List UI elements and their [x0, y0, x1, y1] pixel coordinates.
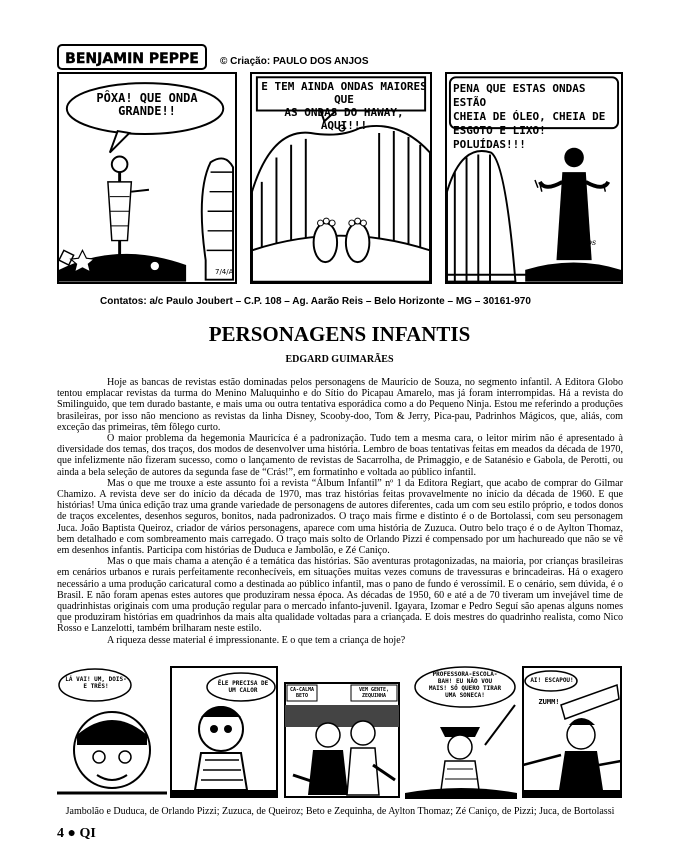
article-paragraph: A riqueza desse material é impressionante. E o que tem a criança de hoje?: [107, 634, 406, 646]
ze-canico-panel: [405, 665, 517, 799]
comic-credit: © Criação: PAULO DOS ANJOS: [220, 56, 369, 67]
p2-bubble: ÊLE PRECISA DE UM CALOR: [217, 680, 269, 694]
comic-strip: [57, 72, 623, 284]
p5-sound-effect: ZUMM!: [538, 698, 560, 706]
article-body: [57, 377, 623, 646]
article-paragraph: Mas o que me trouxe a este assunto foi a revista “Álbum Infantil” nº 1 da Editora Regiart, que acabo de comprar do Gilmar Chamizo. A revista deve ser do início da década de 1970, mas traz histórias feitas provavelmente no início da década de 1960. E que histórias! Uma única edição traz uma grande variedade de personagens de autores diferentes, cada um com seu estilo próprio, e todos donos de traços excelentes, desenhos seguros, bonitos, nada padronizados. O traço mais firme e distinto é o de Bortolassi, com seu personagem Juca. João Baptista Queiroz, criador de vários personagens, aparece com uma história de Zuzuca. Outro belo traço é o de Aylton Thomaz, bem detalhado e com sombreamento mais carregado. O traço mais solto de Orlando Pizzi é compensado por um hachureado que não se vê em desenhos infantis. Participa com histórias de Duduca e Jambolão, e Zé Caniço.: [57, 477, 623, 557]
zuzuca-panel: [169, 665, 279, 799]
article-paragraph: O maior problema da hegemonia Mauricíca é a padronização. Tudo tem a mesma cara, o leitor mirim não é apresentado à diversidade dos temas, dos traços, dos modos de desenvolver uma história. Lembro de boas tentativas feitas em meados da década de 1970, que infelizmente não fizeram sucesso, como o lançamento de revistas de Sacarrolha, de Primaggio, e de Satanésio e Gabola, de Perotti, ou ainda a bela seleção de autores da segunda fase de “Crás!”, em formatinho e voltada ao público infantil.: [57, 433, 623, 478]
p4-bubble: PROFESSORA-ESCOLA- BAH! EU NÃO VOU MAIS! SÓ QUERO TIRAR UMA SONECA!: [428, 671, 502, 699]
panel-1-bubble: PÔXA! QUE ONDA GRANDE!!: [96, 91, 198, 118]
article-author: EDGARD GUIMARÃES: [285, 354, 394, 365]
characters-strip: [57, 665, 623, 799]
benjamin-peppe-logo: [57, 42, 207, 72]
p5-bubble: AI! ESCAPOU!: [530, 677, 574, 684]
contacts-line: Contatos: a/c Paulo Joubert – C.P. 108 – Ag. Aarão Reis – Belo Horizonte – MG – 30161-970: [100, 296, 531, 307]
comic-panel-1: [57, 72, 237, 284]
beto-zequinha-panel: [283, 665, 401, 799]
comic-panel-3: [445, 72, 623, 284]
p3-bubble-a: CA-CALMA BETO: [289, 687, 315, 699]
beto-zequinha-drawing: [283, 665, 401, 799]
panel-2-bubble: E TEM AINDA ONDAS MAIORES QUE AS ONDAS DO HAWAY, AQUI!!!: [261, 80, 427, 132]
panel-3-signature: Sudiros: [565, 238, 597, 247]
panel-1-signature: 7/4/A: [215, 268, 234, 276]
juca-drawing: [521, 665, 623, 799]
comic-panel-2: [250, 72, 432, 284]
jambolao-duduca-panel: [57, 665, 167, 799]
p1-bubble: LÁ VAI! UM, DOIS- E TRÊS!: [65, 676, 127, 690]
page-number: 4 ● QI: [57, 826, 96, 841]
strip-caption: Jambolão e Duduca, de Orlando Pizzi; Zuzuca, de Queiroz; Beto e Zequinha, de Aylton Thomaz; Zé Caniço, de Pizzi; Juca, de Bortolassi: [65, 806, 615, 817]
p3-bubble-b: VEM GENTE, ZEQUINHA: [358, 687, 390, 699]
juca-panel: [521, 665, 623, 799]
article-paragraph: Mas o que mais chama a atenção é a temática das histórias. São aventuras protagonizadas, na maioria, por crianças brasileiras em cenários urbanos e rurais perfeitamente reconhecíveis, em situações muitas vezes comuns de travessuras e brincadeiras. Há o exagero necessário a uma produção caricatural como a destinada ao público infantil, mas o pano de fundo é verossímil. E o cenário, sem dúvida, é o Brasil. E não foram apenas estes autores que produziram nessa época. As décadas de 1950, 60 e até a de 70 tiveram um invejável time de quadrinhistas originais com uma produção regular para o mercado infanto-juvenil. Igayara, Izomar e Pedro Seguí são apenas alguns nomes que produziram histórias em quadrinhos da mais alta qualidade voltadas para a criançada. E dois mestres do quadrinho realista, como Nico Rosso e Lanzelotti, também brilharam neste estilo.: [57, 556, 623, 635]
panel-3-bubble: PENA QUE ESTAS ONDAS ESTÃO CHEIA DE ÓLEO, CHEIA DE ESGOTO E LIXO! POLUÍDAS!!!: [453, 82, 606, 151]
svg-text:BENJAMIN PEPPE: BENJAMIN PEPPE: [65, 51, 199, 67]
article-paragraph: Hoje as bancas de revistas estão dominadas pelos personagens de Maurício de Souza, no segmento infantil. A Editora Globo tentou emplacar revistas da turma do Menino Maluquinho e do Sítio do Picapau Amarelo, mas já foram interrompidas. Há a revista do Smilinguido, que tem durado bastante, e mais uma ou outra tentativa esporádica como a do Pequeno Ninja. Estou me referindo a produções brasileiras, por isso não menciono as revistas da linha Disney, Scooby-doo, Tom & Jerry, Pica-pau, Padrinhos Mágicos, que, aliás, com exceção das primeiras, têm fôlego curto.: [57, 377, 623, 433]
article-title: PERSONAGENS INFANTIS: [208, 322, 471, 346]
